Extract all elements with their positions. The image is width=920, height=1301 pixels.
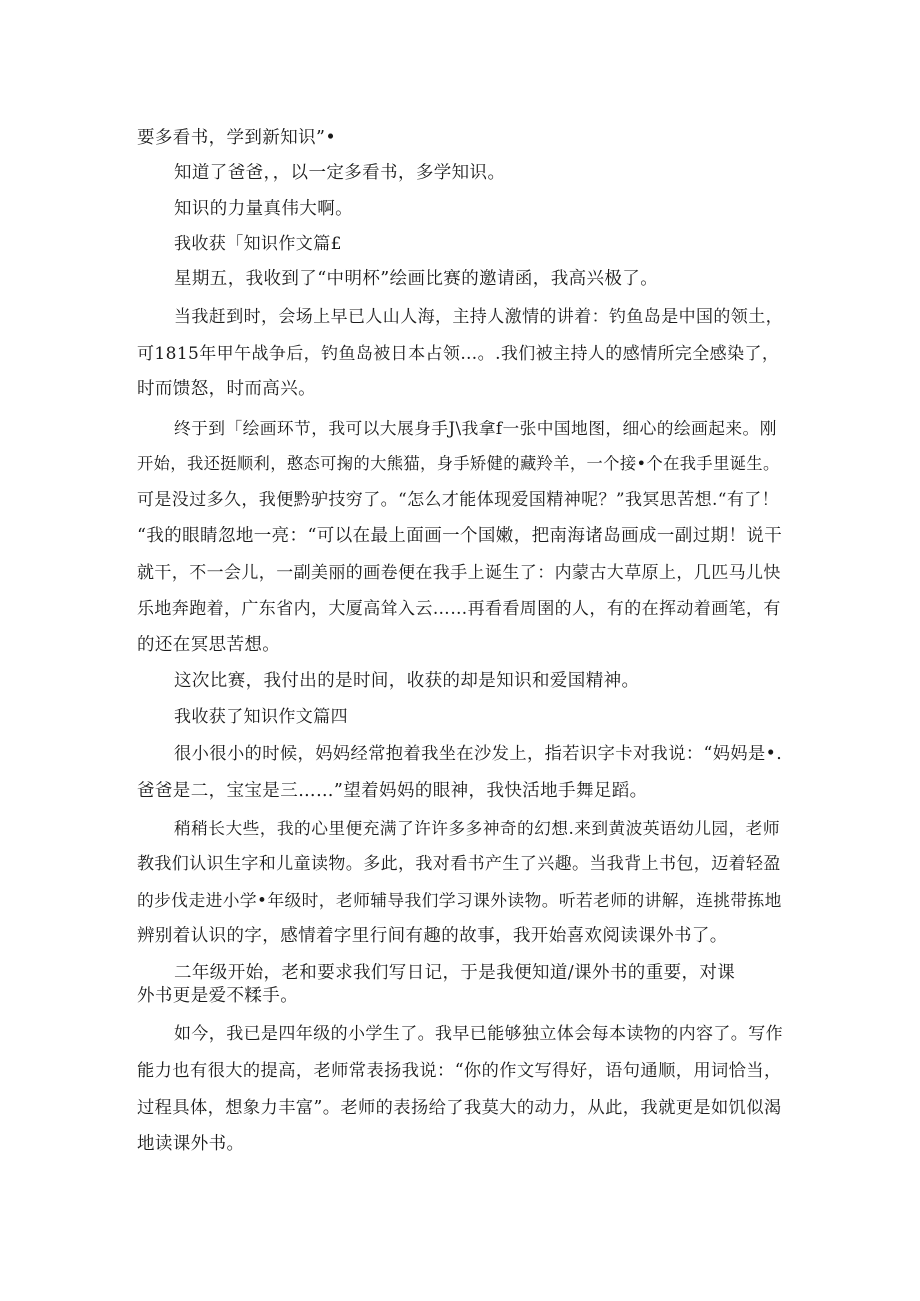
text-line: 地读课外书。	[137, 1134, 245, 1154]
text-line: 时而馈怒，时而高兴。	[137, 379, 316, 399]
text-line: 稍稍长大些，我的心里便充满了许许多多神奇的幻想.来到黄波英语幼儿园，老师	[174, 818, 780, 838]
text-line: 这次比赛，我付出的是时间，收获的却是知识和爱国精神。	[174, 671, 640, 691]
text-line: 教我们认识生字和儿童读物。多此，我对看书产生了兴趣。当我背上书包，迈着轻盈	[137, 854, 781, 874]
text-line: 可1815年甲午战争后，钓鱼岛被日本占领…。.我们被主持人的感情所完全感染了，	[137, 344, 780, 364]
section-heading: 我收获「知识作文篇£	[174, 234, 342, 254]
text-line: 的还在冥思苦想。	[137, 635, 281, 655]
text-line: 如今，我已是四年级的小学生了。我早已能够独立体会每本读物的内容了。写作	[174, 1024, 783, 1044]
text-line: 爸爸是二，宝宝是三……”望着妈妈的眼神，我快活地手舞足蹈。	[137, 781, 648, 801]
text-line: 过程具体，想象力丰富”。老师的表扬给了我莫大的动力，从此，我就更是如饥似渴	[137, 1098, 782, 1118]
text-line: 乐地奔跑着，广东省内，大厦高耸入云……再看看周圉的人，有的在挥动着画笔，有	[137, 599, 781, 619]
text-line: 要多看书，学到新知识”•	[137, 128, 337, 148]
text-line: 的步伐走进小学•年级时，老师辅导我们学习课外读物。听若老师的讲解，连挑带拣地	[137, 890, 782, 910]
text-line: 终于到「绘画环节，我可以大展身手J\我拿f一张中国地图，细心的绘画起来。刚	[174, 418, 777, 438]
text-line: 很小很小的时候，妈妈经常抱着我坐在沙发上，指若识字卡对我说：“妈妈是•.	[174, 744, 783, 764]
section-heading: 我收获了知识作文篇四	[174, 707, 348, 727]
text-line: 知道了爸爸，，以一定多看书，多学知识。	[174, 163, 506, 183]
text-line: 当我赶到时，会场上早已人山人海，主持人激情的讲着：钓鱼岛是中国的领土，	[174, 307, 783, 327]
text-line: 能力也有很大的提高，老师常表扬我说：“你的作文写得好，语句通顺，用词恰当，	[137, 1061, 782, 1081]
text-line: “我的眼睛忽地一亮：“可以在最上面画一个国嫩，把南海诸岛画成一副过期！说干	[137, 526, 783, 546]
text-line: 辨别着认识的字，感情着字里行间有趣的故事，我开始喜欢阅读课外书了。	[137, 926, 728, 946]
text-line: 就干，不一会儿，一副美丽的画卷便在我手上诞生了：内蒙古大草原上，几匹马儿快	[137, 563, 781, 583]
text-line: 外书更是爱不糅手。	[137, 986, 299, 1006]
text-line: 二年级开始，老和要求我们写日记，于是我便知道/课外书的重要，对课	[174, 963, 736, 983]
text-line: 星期五，我收到了“中明杯”绘画比赛的邀请函，我高兴极了。	[174, 269, 659, 289]
text-line: 可是没过多久，我便黔驴技穷了。“怎么才能体现爱国精神呢？”我冥思苦想.“有了！	[137, 490, 780, 510]
text-line: 开始，我还挺顺利，憨态可掬的大熊猫，身手矫健的藏羚羊，一个接•个在我手里诞生。	[137, 454, 780, 473]
text-line: 知识的力量真伟大啊。	[174, 199, 353, 219]
